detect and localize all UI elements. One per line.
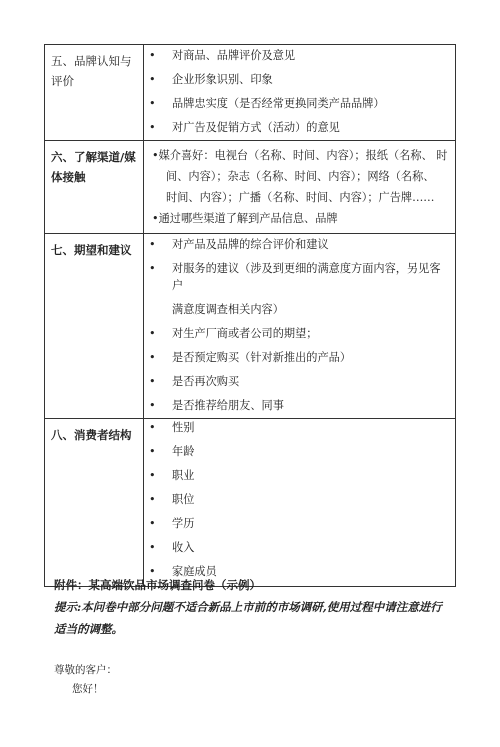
table-row	[45, 45, 456, 141]
list-item-text: 收入	[172, 541, 195, 554]
section-content	[144, 234, 456, 419]
section-label: 七、期望和建议	[45, 234, 144, 419]
bullet-icon: •	[149, 517, 156, 530]
bullet-icon: •	[149, 541, 156, 554]
list-item	[144, 260, 455, 294]
appendix-title: 附件：某高端饮品市场调查问卷（示例）	[54, 578, 261, 592]
section-label: 六、了解渠道/媒体接触	[45, 141, 144, 234]
bullet-icon: •	[149, 375, 156, 388]
bullet-icon: •	[149, 73, 156, 86]
table-row	[45, 419, 456, 587]
letter-hello: 您好！	[72, 683, 104, 695]
bullet-icon: •	[149, 399, 156, 412]
list-item	[144, 325, 455, 342]
list-item-text: 品牌忠实度（是否经常更换同类产品品牌）	[172, 97, 385, 110]
table-row	[45, 234, 456, 419]
list-item	[144, 119, 455, 136]
list-item	[144, 397, 455, 414]
bullet-icon: •	[149, 327, 156, 340]
list-item-text: 家庭成员	[172, 565, 217, 578]
media-line: 间、内容）；杂志（名称、时间、内容）；网络（名称、	[166, 170, 435, 183]
list-item	[144, 349, 455, 366]
media-line: •媒介喜好：电视台（名称、时间、内容）；报纸（名称、 时	[152, 149, 448, 162]
list-item	[144, 467, 455, 484]
section-label: 八、消费者结构	[45, 419, 144, 587]
section-content	[144, 141, 456, 234]
list-item-text: 对生产厂商或者公司的期望；	[172, 327, 318, 340]
appendix-hint: 提示:本问卷中部分问题不适合新品上市前的市场调研,使用过程中请注意进行 适当的调整。	[54, 600, 442, 636]
bullet-icon: •	[149, 445, 156, 458]
list-item	[144, 47, 455, 64]
media-line: 时间、内容）；广播（名称、时间、内容）；广告牌……	[166, 191, 435, 204]
bullet-icon: •	[149, 565, 156, 578]
list-item	[144, 236, 455, 253]
list-item-text: 对商品、品牌评价及意见	[172, 49, 296, 62]
list-item-text: 是否推荐给朋友、同事	[172, 399, 284, 412]
letter-greeting: 尊敬的客户：	[54, 664, 117, 676]
list-item-text: 是否预定购买（针对新推出的产品）	[172, 351, 352, 364]
bullet-icon: •	[149, 469, 156, 482]
list-item-text: 是否再次购买	[172, 375, 240, 388]
list-item-text: 年龄	[172, 445, 195, 458]
bullet-icon: •	[149, 262, 156, 275]
list-item-text: 职业	[172, 469, 195, 482]
bullet-icon: •	[149, 121, 156, 134]
list-item	[144, 443, 455, 460]
list-item-text: 企业形象识别、印象	[172, 73, 273, 86]
list-item-text: 对产品及品牌的综合评价和建议	[172, 238, 329, 251]
bullet-icon: •	[149, 351, 156, 364]
list-item-text: 对广告及促销方式（活动）的意见	[172, 121, 340, 134]
list-item-text: 职位	[172, 493, 195, 506]
bullet-icon: •	[149, 49, 156, 62]
media-line: •通过哪些渠道了解到产品信息、品牌	[152, 212, 338, 225]
list-item-text: 对服务的建议（涉及到更细的满意度方面内容，另见客户	[172, 262, 441, 292]
list-item-text: 性别	[172, 421, 195, 434]
section-label: 五、品牌认知与评价	[45, 45, 144, 141]
table-row	[45, 141, 456, 234]
bullet-icon: •	[149, 421, 156, 434]
bullet-icon: •	[149, 97, 156, 110]
list-item	[144, 515, 455, 532]
section-content	[144, 45, 456, 141]
list-item	[144, 95, 455, 112]
section-content	[144, 419, 456, 587]
list-item	[144, 373, 455, 390]
list-item	[144, 539, 455, 556]
list-item-continuation: 满意度调查相关内容）	[172, 303, 284, 316]
list-item	[144, 71, 455, 88]
survey-outline-table	[44, 44, 456, 587]
bullet-icon: •	[149, 493, 156, 506]
bullet-icon: •	[149, 238, 156, 251]
list-item-text: 学历	[172, 517, 195, 530]
list-item	[144, 491, 455, 508]
list-item	[144, 419, 455, 436]
